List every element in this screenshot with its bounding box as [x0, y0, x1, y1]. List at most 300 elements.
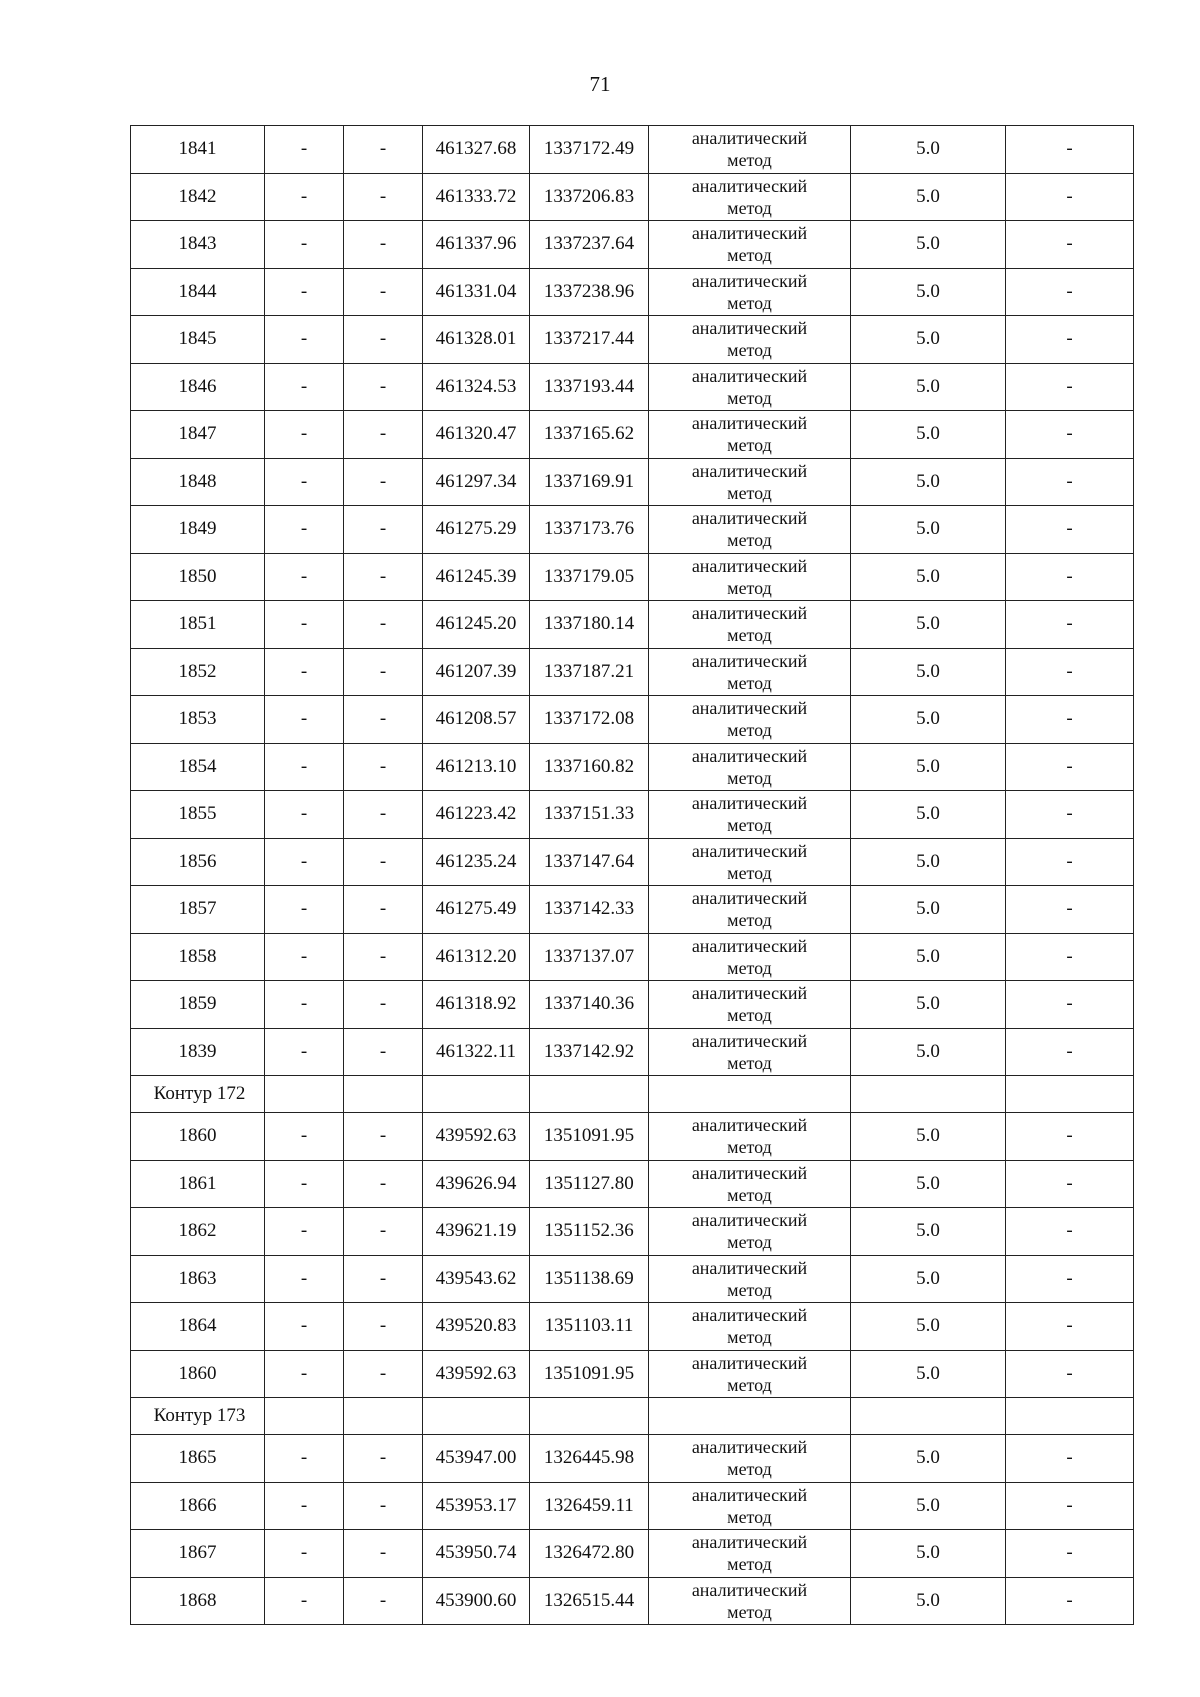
- dash-cell: -: [1006, 1435, 1134, 1483]
- method-cell: [649, 1350, 851, 1398]
- x-coordinate-cell: 461312.20: [423, 933, 530, 981]
- accuracy-cell: 5.0: [851, 363, 1006, 411]
- empty-cell: [649, 1398, 851, 1435]
- method-line1: аналитический: [691, 1579, 808, 1600]
- x-coordinate-cell: 461297.34: [423, 458, 530, 506]
- method-line1: аналитический: [691, 1352, 808, 1373]
- accuracy-cell: 5.0: [851, 1113, 1006, 1161]
- page-number: 71: [589, 72, 611, 96]
- coordinates-table: [130, 125, 1134, 1625]
- dash-cell: -: [1006, 1482, 1134, 1530]
- dash-cell: -: [265, 886, 344, 934]
- method-line1: аналитический: [691, 1437, 808, 1458]
- method-cell: [649, 1303, 851, 1351]
- dash-cell: -: [344, 316, 423, 364]
- dash-cell: -: [344, 743, 423, 791]
- x-coordinate-cell: 461213.10: [423, 743, 530, 791]
- y-coordinate-cell: 1337151.33: [530, 791, 649, 839]
- dash-cell: -: [1006, 1255, 1134, 1303]
- table-row: [131, 316, 1134, 364]
- accuracy-cell: 5.0: [851, 411, 1006, 459]
- method-cell: [649, 981, 851, 1029]
- method-line1: аналитический: [691, 793, 808, 814]
- point-id-cell: 1862: [131, 1208, 265, 1256]
- method-cell: [649, 1113, 851, 1161]
- method-line1: аналитический: [691, 888, 808, 909]
- point-id-cell: 1853: [131, 696, 265, 744]
- dash-cell: -: [265, 173, 344, 221]
- method-line2: метод: [727, 1184, 772, 1205]
- x-coordinate-cell: 439592.63: [423, 1113, 530, 1161]
- x-coordinate-cell: 461245.20: [423, 601, 530, 649]
- point-id-cell: 1843: [131, 221, 265, 269]
- method-cell: [649, 1208, 851, 1256]
- method-cell: [649, 1160, 851, 1208]
- dash-cell: -: [344, 1160, 423, 1208]
- method-line1: аналитический: [691, 318, 808, 339]
- accuracy-cell: 5.0: [851, 696, 1006, 744]
- point-id-cell: 1858: [131, 933, 265, 981]
- dash-cell: -: [265, 696, 344, 744]
- table-row: [131, 648, 1134, 696]
- dash-cell: -: [1006, 981, 1134, 1029]
- method-line2: метод: [727, 1554, 772, 1575]
- dash-cell: -: [265, 553, 344, 601]
- point-id-cell: 1860: [131, 1113, 265, 1161]
- method-cell: [649, 1577, 851, 1625]
- method-line2: метод: [727, 245, 772, 266]
- y-coordinate-cell: 1337172.49: [530, 126, 649, 174]
- table-row: [131, 743, 1134, 791]
- x-coordinate-cell: 439592.63: [423, 1350, 530, 1398]
- table-row: [131, 838, 1134, 886]
- method-cell: [649, 268, 851, 316]
- point-id-cell: 1852: [131, 648, 265, 696]
- method-line1: аналитический: [691, 1305, 808, 1326]
- accuracy-cell: 5.0: [851, 648, 1006, 696]
- x-coordinate-cell: 461208.57: [423, 696, 530, 744]
- y-coordinate-cell: 1326515.44: [530, 1577, 649, 1625]
- dash-cell: -: [265, 838, 344, 886]
- method-line2: метод: [727, 1506, 772, 1527]
- x-coordinate-cell: 461275.49: [423, 886, 530, 934]
- dash-cell: -: [265, 506, 344, 554]
- method-line2: метод: [727, 1374, 772, 1395]
- y-coordinate-cell: 1337237.64: [530, 221, 649, 269]
- method-line2: метод: [727, 625, 772, 646]
- dash-cell: -: [344, 553, 423, 601]
- y-coordinate-cell: 1351138.69: [530, 1255, 649, 1303]
- accuracy-cell: 5.0: [851, 791, 1006, 839]
- accuracy-cell: 5.0: [851, 1160, 1006, 1208]
- accuracy-cell: 5.0: [851, 506, 1006, 554]
- dash-cell: -: [1006, 1350, 1134, 1398]
- table-row: [131, 1113, 1134, 1161]
- method-line2: метод: [727, 862, 772, 883]
- method-line1: аналитический: [691, 365, 808, 386]
- method-cell: [649, 1028, 851, 1076]
- dash-cell: -: [344, 791, 423, 839]
- method-line1: аналитический: [691, 935, 808, 956]
- dash-cell: -: [344, 648, 423, 696]
- dash-cell: -: [265, 1482, 344, 1530]
- dash-cell: -: [265, 1530, 344, 1578]
- method-cell: [649, 553, 851, 601]
- table-row: [131, 126, 1134, 174]
- x-coordinate-cell: 461245.39: [423, 553, 530, 601]
- accuracy-cell: 5.0: [851, 838, 1006, 886]
- accuracy-cell: 5.0: [851, 601, 1006, 649]
- x-coordinate-cell: 461331.04: [423, 268, 530, 316]
- method-line1: аналитический: [691, 460, 808, 481]
- empty-cell: [423, 1076, 530, 1113]
- accuracy-cell: 5.0: [851, 553, 1006, 601]
- table-row: [131, 1350, 1134, 1398]
- dash-cell: -: [344, 268, 423, 316]
- dash-cell: -: [344, 411, 423, 459]
- dash-cell: -: [1006, 1208, 1134, 1256]
- dash-cell: -: [344, 458, 423, 506]
- accuracy-cell: 5.0: [851, 933, 1006, 981]
- accuracy-cell: 5.0: [851, 1303, 1006, 1351]
- dash-cell: -: [265, 221, 344, 269]
- dash-cell: -: [1006, 458, 1134, 506]
- y-coordinate-cell: 1337238.96: [530, 268, 649, 316]
- y-coordinate-cell: 1337179.05: [530, 553, 649, 601]
- accuracy-cell: 5.0: [851, 126, 1006, 174]
- table-row: [131, 1255, 1134, 1303]
- method-line1: аналитический: [691, 1030, 808, 1051]
- y-coordinate-cell: 1337137.07: [530, 933, 649, 981]
- method-cell: [649, 1435, 851, 1483]
- dash-cell: -: [344, 933, 423, 981]
- method-line1: аналитический: [691, 508, 808, 529]
- point-id-cell: 1859: [131, 981, 265, 1029]
- method-line1: аналитический: [691, 128, 808, 149]
- table-row: [131, 411, 1134, 459]
- y-coordinate-cell: 1337180.14: [530, 601, 649, 649]
- point-id-cell: 1860: [131, 1350, 265, 1398]
- method-line1: аналитический: [691, 745, 808, 766]
- method-line2: метод: [727, 197, 772, 218]
- table-row: [131, 696, 1134, 744]
- dash-cell: -: [1006, 601, 1134, 649]
- table-row: [131, 1482, 1134, 1530]
- method-line1: аналитический: [691, 698, 808, 719]
- table-row: [131, 981, 1134, 1029]
- contour-header-row: [131, 1398, 1134, 1435]
- point-id-cell: 1844: [131, 268, 265, 316]
- dash-cell: -: [1006, 838, 1134, 886]
- dash-cell: -: [344, 1113, 423, 1161]
- y-coordinate-cell: 1326472.80: [530, 1530, 649, 1578]
- dash-cell: -: [1006, 1303, 1134, 1351]
- y-coordinate-cell: 1337172.08: [530, 696, 649, 744]
- table-row: [131, 933, 1134, 981]
- dash-cell: -: [1006, 1577, 1134, 1625]
- dash-cell: -: [1006, 1028, 1134, 1076]
- method-line2: метод: [727, 577, 772, 598]
- dash-cell: -: [265, 268, 344, 316]
- point-id-cell: 1850: [131, 553, 265, 601]
- dash-cell: -: [1006, 126, 1134, 174]
- x-coordinate-cell: 439543.62: [423, 1255, 530, 1303]
- method-line2: метод: [727, 1005, 772, 1026]
- dash-cell: -: [265, 743, 344, 791]
- method-cell: [649, 838, 851, 886]
- dash-cell: -: [1006, 1530, 1134, 1578]
- dash-cell: -: [344, 601, 423, 649]
- method-line2: метод: [727, 720, 772, 741]
- table-row: [131, 1303, 1134, 1351]
- method-cell: [649, 506, 851, 554]
- x-coordinate-cell: 461327.68: [423, 126, 530, 174]
- accuracy-cell: 5.0: [851, 981, 1006, 1029]
- method-line2: метод: [727, 957, 772, 978]
- table-body: [131, 126, 1134, 1625]
- method-line1: аналитический: [691, 175, 808, 196]
- x-coordinate-cell: 461318.92: [423, 981, 530, 1029]
- method-cell: [649, 126, 851, 174]
- point-id-cell: 1845: [131, 316, 265, 364]
- y-coordinate-cell: 1351091.95: [530, 1113, 649, 1161]
- dash-cell: -: [344, 173, 423, 221]
- method-cell: [649, 411, 851, 459]
- table-row: [131, 886, 1134, 934]
- point-id-cell: 1863: [131, 1255, 265, 1303]
- dash-cell: -: [344, 886, 423, 934]
- x-coordinate-cell: 439520.83: [423, 1303, 530, 1351]
- dash-cell: -: [344, 696, 423, 744]
- table-row: [131, 173, 1134, 221]
- contour-label: Контур 173: [131, 1398, 265, 1435]
- accuracy-cell: 5.0: [851, 1350, 1006, 1398]
- accuracy-cell: 5.0: [851, 1028, 1006, 1076]
- method-line1: аналитический: [691, 983, 808, 1004]
- method-line2: метод: [727, 387, 772, 408]
- y-coordinate-cell: 1337140.36: [530, 981, 649, 1029]
- x-coordinate-cell: 453900.60: [423, 1577, 530, 1625]
- empty-cell: [265, 1398, 344, 1435]
- table-row: [131, 458, 1134, 506]
- point-id-cell: 1841: [131, 126, 265, 174]
- method-line2: метод: [727, 530, 772, 551]
- dash-cell: -: [265, 126, 344, 174]
- dash-cell: -: [344, 1435, 423, 1483]
- y-coordinate-cell: 1326459.11: [530, 1482, 649, 1530]
- x-coordinate-cell: 461324.53: [423, 363, 530, 411]
- dash-cell: -: [1006, 506, 1134, 554]
- y-coordinate-cell: 1351091.95: [530, 1350, 649, 1398]
- method-line1: аналитический: [691, 223, 808, 244]
- method-line1: аналитический: [691, 1115, 808, 1136]
- y-coordinate-cell: 1337187.21: [530, 648, 649, 696]
- y-coordinate-cell: 1337217.44: [530, 316, 649, 364]
- point-id-cell: 1855: [131, 791, 265, 839]
- table-row: [131, 1435, 1134, 1483]
- empty-cell: [851, 1398, 1006, 1435]
- method-cell: [649, 933, 851, 981]
- dash-cell: -: [344, 363, 423, 411]
- method-line2: метод: [727, 482, 772, 503]
- x-coordinate-cell: 461320.47: [423, 411, 530, 459]
- y-coordinate-cell: 1337160.82: [530, 743, 649, 791]
- method-cell: [649, 696, 851, 744]
- table-row: [131, 1577, 1134, 1625]
- dash-cell: -: [265, 933, 344, 981]
- dash-cell: -: [1006, 268, 1134, 316]
- contour-label: Контур 172: [131, 1076, 265, 1113]
- method-cell: [649, 743, 851, 791]
- y-coordinate-cell: 1351127.80: [530, 1160, 649, 1208]
- accuracy-cell: 5.0: [851, 268, 1006, 316]
- method-cell: [649, 363, 851, 411]
- dash-cell: -: [265, 458, 344, 506]
- method-line1: аналитический: [691, 1257, 808, 1278]
- point-id-cell: 1856: [131, 838, 265, 886]
- method-line2: метод: [727, 435, 772, 456]
- dash-cell: -: [1006, 363, 1134, 411]
- point-id-cell: 1846: [131, 363, 265, 411]
- y-coordinate-cell: 1337142.33: [530, 886, 649, 934]
- x-coordinate-cell: 461333.72: [423, 173, 530, 221]
- method-line1: аналитический: [691, 1210, 808, 1231]
- dash-cell: -: [265, 1303, 344, 1351]
- y-coordinate-cell: 1351103.11: [530, 1303, 649, 1351]
- table-row: [131, 601, 1134, 649]
- point-id-cell: 1864: [131, 1303, 265, 1351]
- dash-cell: -: [344, 126, 423, 174]
- point-id-cell: 1849: [131, 506, 265, 554]
- method-cell: [649, 601, 851, 649]
- dash-cell: -: [1006, 648, 1134, 696]
- method-cell: [649, 1255, 851, 1303]
- accuracy-cell: 5.0: [851, 1208, 1006, 1256]
- y-coordinate-cell: 1337193.44: [530, 363, 649, 411]
- dash-cell: -: [265, 1208, 344, 1256]
- dash-cell: -: [265, 1255, 344, 1303]
- table-row: [131, 506, 1134, 554]
- dash-cell: -: [1006, 411, 1134, 459]
- point-id-cell: 1839: [131, 1028, 265, 1076]
- table-row: [131, 791, 1134, 839]
- method-line2: метод: [727, 910, 772, 931]
- y-coordinate-cell: 1337142.92: [530, 1028, 649, 1076]
- method-line2: метод: [727, 1232, 772, 1253]
- dash-cell: -: [265, 1113, 344, 1161]
- accuracy-cell: 5.0: [851, 1482, 1006, 1530]
- dash-cell: -: [1006, 553, 1134, 601]
- dash-cell: -: [265, 1350, 344, 1398]
- point-id-cell: 1848: [131, 458, 265, 506]
- accuracy-cell: 5.0: [851, 221, 1006, 269]
- x-coordinate-cell: 439626.94: [423, 1160, 530, 1208]
- x-coordinate-cell: 461207.39: [423, 648, 530, 696]
- point-id-cell: 1842: [131, 173, 265, 221]
- x-coordinate-cell: 461235.24: [423, 838, 530, 886]
- x-coordinate-cell: 453953.17: [423, 1482, 530, 1530]
- y-coordinate-cell: 1326445.98: [530, 1435, 649, 1483]
- method-line1: аналитический: [691, 1162, 808, 1183]
- dash-cell: -: [265, 1160, 344, 1208]
- method-line1: аналитический: [691, 1484, 808, 1505]
- method-line1: аналитический: [691, 270, 808, 291]
- empty-cell: [1006, 1076, 1134, 1113]
- method-line2: метод: [727, 1601, 772, 1622]
- method-line1: аналитический: [691, 650, 808, 671]
- y-coordinate-cell: 1337147.64: [530, 838, 649, 886]
- point-id-cell: 1865: [131, 1435, 265, 1483]
- method-line2: метод: [727, 292, 772, 313]
- dash-cell: -: [265, 981, 344, 1029]
- dash-cell: -: [265, 363, 344, 411]
- table-row: [131, 363, 1134, 411]
- point-id-cell: 1866: [131, 1482, 265, 1530]
- empty-cell: [851, 1076, 1006, 1113]
- empty-cell: [344, 1398, 423, 1435]
- dash-cell: -: [265, 648, 344, 696]
- dash-cell: -: [344, 1028, 423, 1076]
- dash-cell: -: [344, 1482, 423, 1530]
- accuracy-cell: 5.0: [851, 316, 1006, 364]
- y-coordinate-cell: 1337173.76: [530, 506, 649, 554]
- method-line1: аналитический: [691, 555, 808, 576]
- dash-cell: -: [344, 221, 423, 269]
- method-line2: метод: [727, 340, 772, 361]
- y-coordinate-cell: 1337169.91: [530, 458, 649, 506]
- accuracy-cell: 5.0: [851, 173, 1006, 221]
- dash-cell: -: [1006, 316, 1134, 364]
- dash-cell: -: [344, 1255, 423, 1303]
- method-line1: аналитический: [691, 413, 808, 434]
- dash-cell: -: [344, 1303, 423, 1351]
- method-cell: [649, 173, 851, 221]
- point-id-cell: 1851: [131, 601, 265, 649]
- method-line2: метод: [727, 1327, 772, 1348]
- y-coordinate-cell: 1337165.62: [530, 411, 649, 459]
- dash-cell: -: [265, 601, 344, 649]
- table-row: [131, 268, 1134, 316]
- dash-cell: -: [265, 1577, 344, 1625]
- table-row: [131, 221, 1134, 269]
- dash-cell: -: [1006, 791, 1134, 839]
- method-line2: метод: [727, 150, 772, 171]
- method-cell: [649, 316, 851, 364]
- method-line2: метод: [727, 1052, 772, 1073]
- dash-cell: -: [265, 316, 344, 364]
- point-id-cell: 1867: [131, 1530, 265, 1578]
- method-cell: [649, 458, 851, 506]
- accuracy-cell: 5.0: [851, 458, 1006, 506]
- empty-cell: [649, 1076, 851, 1113]
- method-cell: [649, 1530, 851, 1578]
- point-id-cell: 1854: [131, 743, 265, 791]
- x-coordinate-cell: 453947.00: [423, 1435, 530, 1483]
- dash-cell: -: [344, 981, 423, 1029]
- method-line2: метод: [727, 1459, 772, 1480]
- method-line2: метод: [727, 1279, 772, 1300]
- table-row: [131, 553, 1134, 601]
- empty-cell: [530, 1398, 649, 1435]
- method-line1: аналитический: [691, 840, 808, 861]
- method-cell: [649, 791, 851, 839]
- empty-cell: [265, 1076, 344, 1113]
- table-row: [131, 1028, 1134, 1076]
- accuracy-cell: 5.0: [851, 1577, 1006, 1625]
- dash-cell: -: [1006, 886, 1134, 934]
- dash-cell: -: [1006, 933, 1134, 981]
- point-id-cell: 1868: [131, 1577, 265, 1625]
